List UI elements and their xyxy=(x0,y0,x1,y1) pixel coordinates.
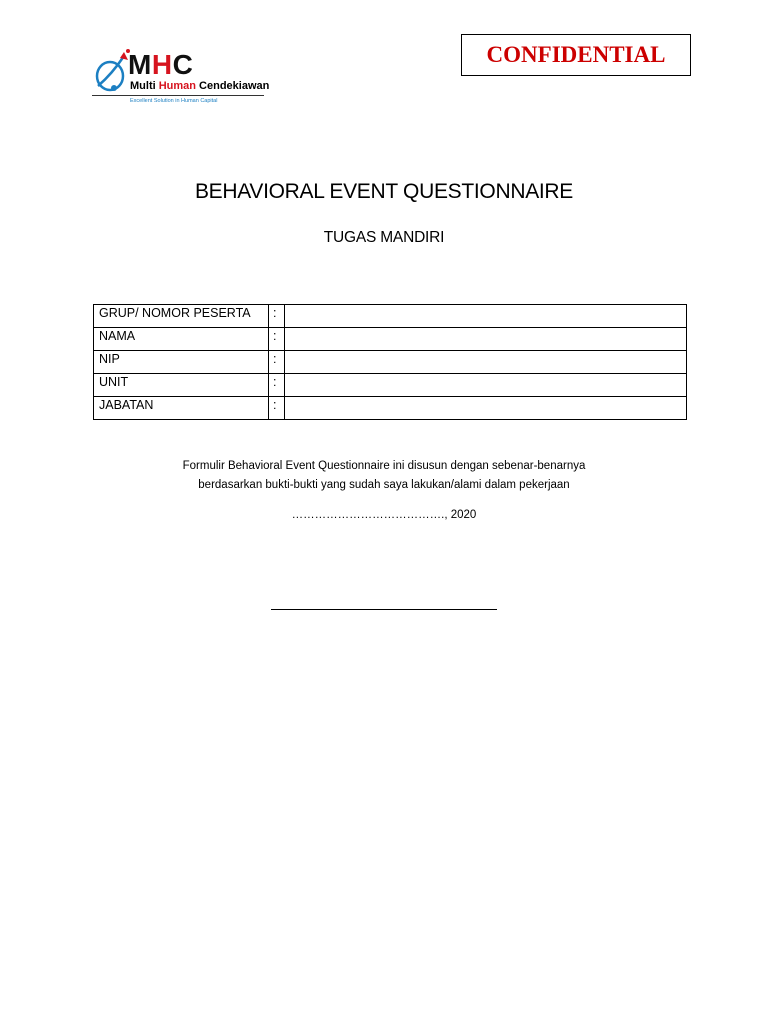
field-label: GRUP/ NOMOR PESERTA xyxy=(94,305,269,328)
jabatan-value-field[interactable] xyxy=(285,397,687,420)
logo-wordmark: MHC xyxy=(128,49,194,80)
declaration-line: berdasarkan bukti-bukti yang sudah saya lakukan/alami dalam pekerjaan xyxy=(198,479,570,491)
nip-value-field[interactable] xyxy=(285,351,687,374)
table-row-nip xyxy=(94,351,687,374)
grup-value-field[interactable] xyxy=(285,305,687,328)
unit-value-field[interactable] xyxy=(285,374,687,397)
field-label: NIP xyxy=(94,351,269,374)
table-row-grup xyxy=(94,305,687,328)
confidential-stamp xyxy=(461,34,691,76)
table-row-unit xyxy=(94,374,687,397)
field-colon: : xyxy=(269,351,285,374)
field-label: NAMA xyxy=(94,328,269,351)
field-colon: : xyxy=(269,374,285,397)
table-row-jabatan xyxy=(94,397,687,420)
date-place-line: …………………………………., 2020 xyxy=(291,509,477,521)
declaration-line: Formulir Behavioral Event Questionnaire ini disusun dengan sebenar-benarnya xyxy=(182,460,586,472)
participant-info-table xyxy=(93,304,687,420)
field-label: JABATAN xyxy=(94,397,269,420)
page-title: BEHAVIORAL EVENT QUESTIONNAIRE xyxy=(194,180,574,203)
logo-company-name: Multi Human Cendekiawan xyxy=(130,80,270,92)
globe-arrow-icon xyxy=(92,48,132,98)
nama-value-field[interactable] xyxy=(285,328,687,351)
table-row-nama xyxy=(94,328,687,351)
signature-line xyxy=(271,609,497,610)
field-colon: : xyxy=(269,397,285,420)
logo-tagline: Excellent Solution in Human Capital xyxy=(130,98,218,104)
declaration-text xyxy=(0,457,768,495)
field-label: UNIT xyxy=(94,374,269,397)
field-colon: : xyxy=(269,328,285,351)
company-logo xyxy=(92,40,270,122)
logo-divider xyxy=(92,95,264,96)
page-subtitle: TUGAS MANDIRI xyxy=(323,229,445,246)
field-colon: : xyxy=(269,305,285,328)
confidential-label: CONFIDENTIAL xyxy=(486,42,666,67)
